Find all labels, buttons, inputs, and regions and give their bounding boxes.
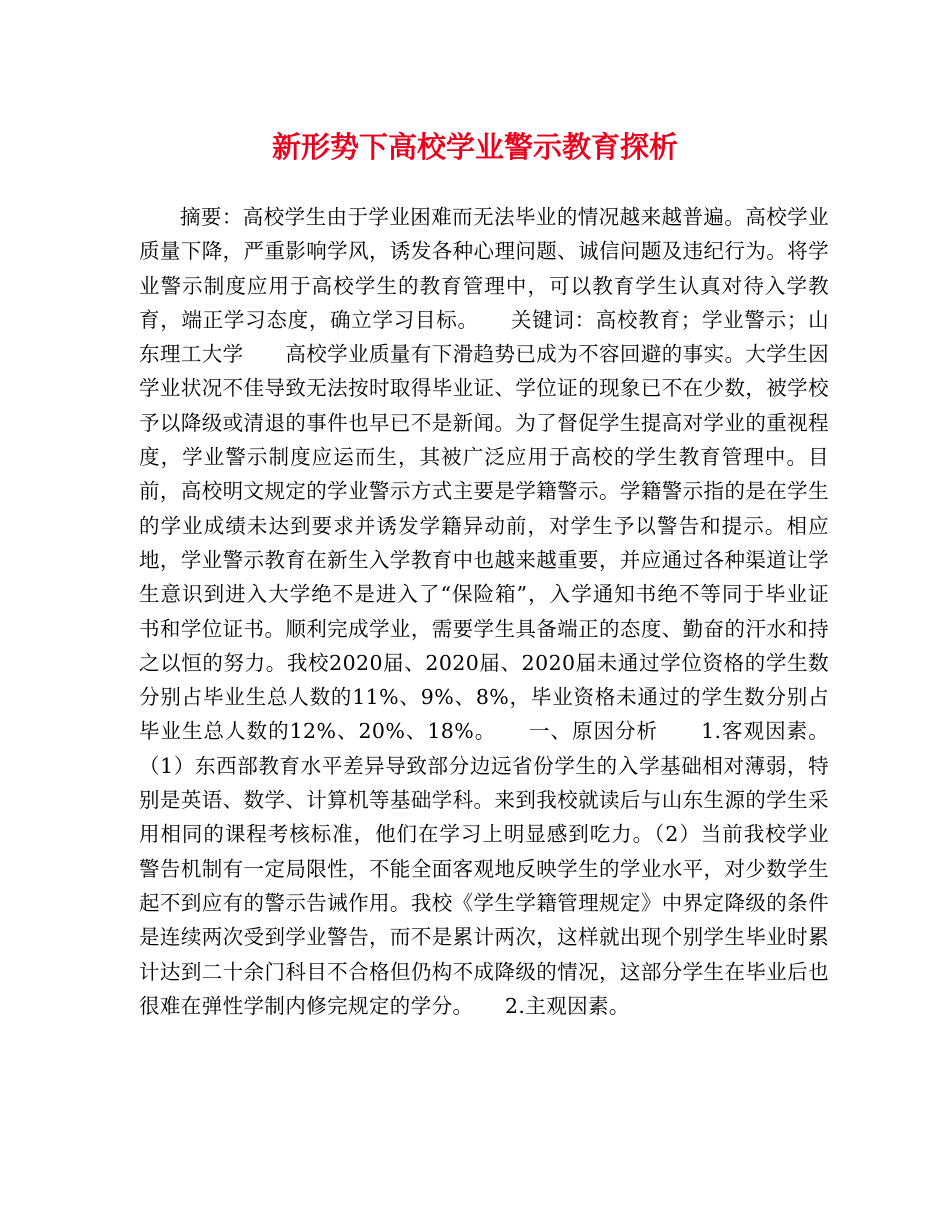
- page-title: 新形势下高校学业警示教育探析: [271, 130, 678, 164]
- body-paragraph: 摘要：高校学生由于学业困难而无法毕业的情况越来越普遍。高校学业质量下降，严重影响学风，诱发各种心理问题、诚信问题及违纪行为。将学业警示制度应用于高校学生的教育管理中，可以教育学生认真对待入学教育，端正学习态度，确立学习目标。 关键词：高校教育；学业警示；山东理工大学 高校学业质量有下滑趋势已成为不容回避的事实。大学生因学业状况不佳导致无法按时取得毕业证、学位证的现象已不在少数，被学校予以降级或清退的事件也早已不是新闻。为了督促学生提高对学业的重视程度，学业警示制度应运而生，其被广泛应用于高校的学生教育管理中。目前，高校明文规定的学业警示方式主要是学籍警示。学籍警示指的是在学生的学业成绩未达到要求并诱发学籍异动前，对学生予以警告和提示。相应地，学业警示教育在新生入学教育中也越来越重要，并应通过各种渠道让学生意识到进入大学绝不是进入了“保险箱”，入学通知书绝不等同于毕业证书和学位证书。顺利完成学业，需要学生具备端正的态度、勤奋的汗水和持之以恒的努力。我校2020届、2020届、2020届未通过学位资格的学生数分别占毕业生总人数的11%、9%、8%，毕业资格未通过的学生数分别占毕业生总人数的12%、20%、18%。 一、原因分析 1.客观因素。（1）东西部教育水平差异导致部分边远省份学生的入学基础相对薄弱，特别是英语、数学、计算机等基础学科。来到我校就读后与山东生源的学生采用相同的课程考核标准，他们在学习上明显感到吃力。（2）当前我校学业警告机制有一定局限性，不能全面客观地反映学生的学业水平，对少数学生起不到应有的警示告诫作用。我校《学生学籍管理规定》中界定降级的条件是连续两次受到学业警告，而不是累计两次，这样就出现个别学生毕业时累计达到二十余门科目不合格但仍构不成降级的情况，这部分学生在毕业后也很难在弹性学制内修完规定的学分。 2.主观因素。: [139, 205, 829, 1018]
